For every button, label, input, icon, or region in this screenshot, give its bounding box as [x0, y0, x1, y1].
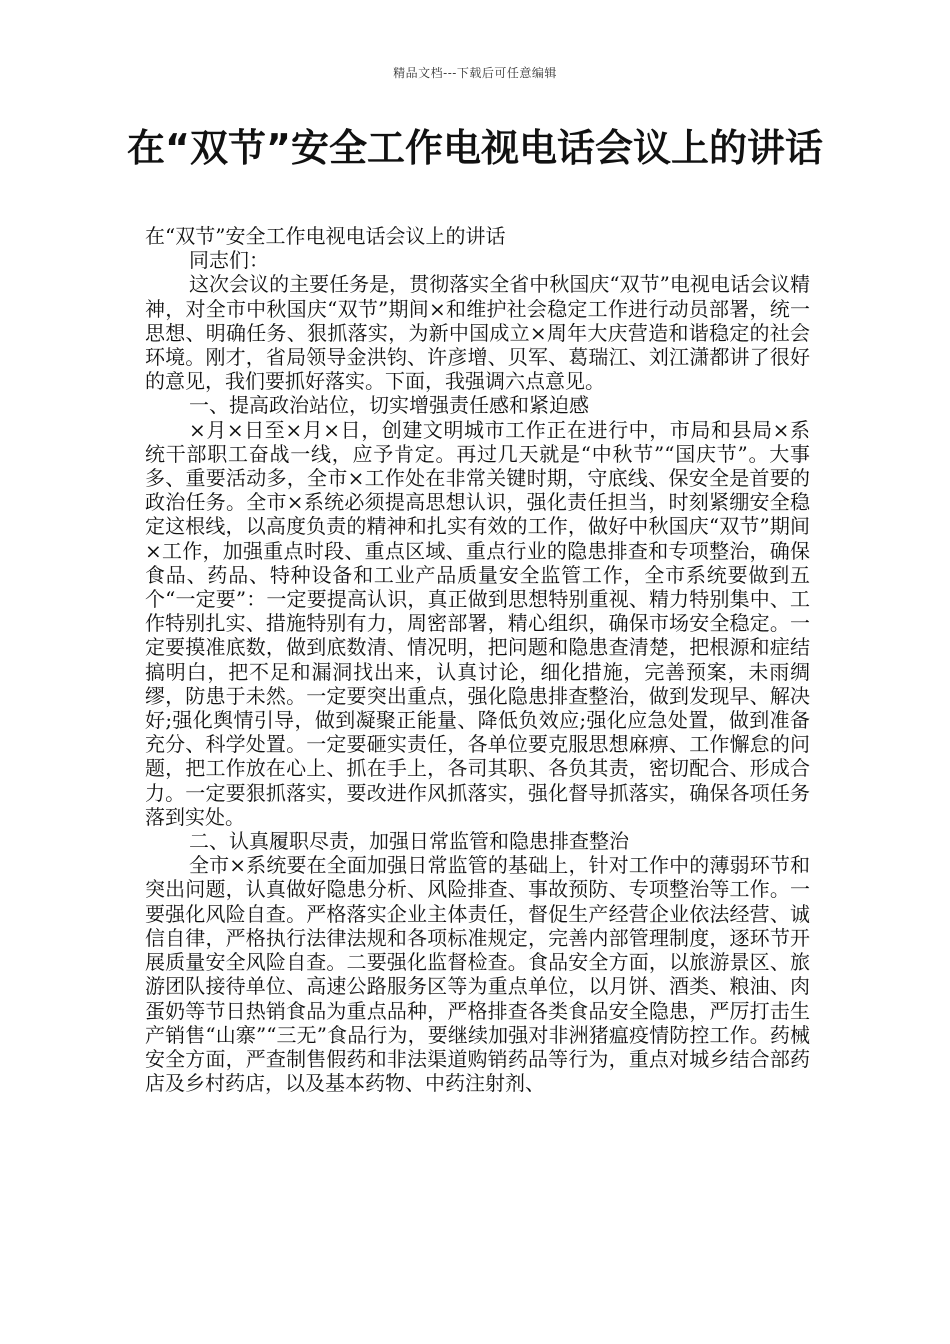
paragraph-section-1: ×月×日至×月×日，创建文明城市工作正在进行中，市局和县局×系统干部职工奋战一线，应予肯定。再过几天就是“中秋节”“国庆节”。大事多、重要活动多，全市×工作处在非常关键时期，守底线、保安全是首要的政治任务。全市×系统必须提高思想认识，强化责任担当，时刻紧绷安全稳定这根线，以高度负责的精神和扎实有效的工作，做好中秋国庆“双节”期间×工作，加强重点时段、重点区域、重点行业的隐患排查和专项整治，确保食品、药品、特种设备和工业产品质量安全监管工作，全市系统要做到五个“一定要”：一定要提高认识，真正做到思想特别重视、精力特别集中、工作特别扎实、措施特别有力，周密部署，精心组织，确保市场安全稳定。一定要摸准底数，做到底数清、情况明，把问题和隐患查清楚，把根源和症结搞明白，把不足和漏洞找出来，认真讨论，细化措施，完善预案，未雨绸缪，防患于未然。一定要突出重点，强化隐患排查整治，做到发现早、解决好;强化舆情引导，做到凝聚正能量、降低负效应;强化应急处置，做到准备充分、科学处置。一定要砸实责任，各单位要克服思想麻痹、工作懈怠的问题，把工作放在心上、抓在手上，各司其职、各负其责，密切配合、形成合力。一定要狠抓落实，要改进作风抓落实，强化督导抓落实，确保各项任务落到实处。 [145, 417, 810, 829]
paragraph-section-2: 全市×系统要在全面加强日常监管的基础上，针对工作中的薄弱环节和突出问题，认真做好隐患分析、风险排查、事故预防、专项整治等工作。一要强化风险自查。严格落实企业主体责任，督促生产经营企业依法经营、诚信自律，严格执行法律法规和各项标准规定，完善内部管理制度，逐环节开展质量安全风险自查。二要强化监督检查。食品安全方面，以旅游景区、旅游团队接待单位、高速公路服务区等为重点单位，以月饼、酒类、粮油、肉蛋奶等节日热销食品为重点品种，严格排查各类食品安全隐患，严厉打击生产销售“山寨”“三无”食品行为，要继续加强对非洲猪瘟疫情防控工作。药械安全方面，严查制售假药和非法渠道购销药品等行为，重点对城乡结合部药店及乡村药店，以及基本药物、中药注射剂、 [145, 853, 810, 1096]
document-body [145, 224, 810, 1095]
document-subtitle: 在“双节”安全工作电视电话会议上的讲话 [145, 224, 506, 248]
section-heading-1: 一、提高政治站位，切实增强责任感和紧迫感 [189, 393, 589, 418]
section-heading-2: 二、认真履职尽责，加强日常监管和隐患排查整治 [189, 829, 629, 854]
salutation: 同志们： [189, 248, 269, 273]
paragraph-intro: 这次会议的主要任务是，贯彻落实全省中秋国庆“双节”电视电话会议精神，对全市中秋国庆“双节”期间×和维护社会稳定工作进行动员部署，统一思想、明确任务、狠抓落实，为新中国成立×周年大庆营造和谐稳定的社会环境。刚才，省局领导金洪钧、许彦增、贝军、葛瑞江、刘江潇都讲了很好的意见，我们要抓好落实。下面，我强调六点意见。 [145, 272, 810, 394]
page-title: 在“双节”安全工作电视电话会议上的讲话 [127, 126, 823, 170]
header-note: 精品文档---下载后可任意编辑 [393, 66, 557, 80]
